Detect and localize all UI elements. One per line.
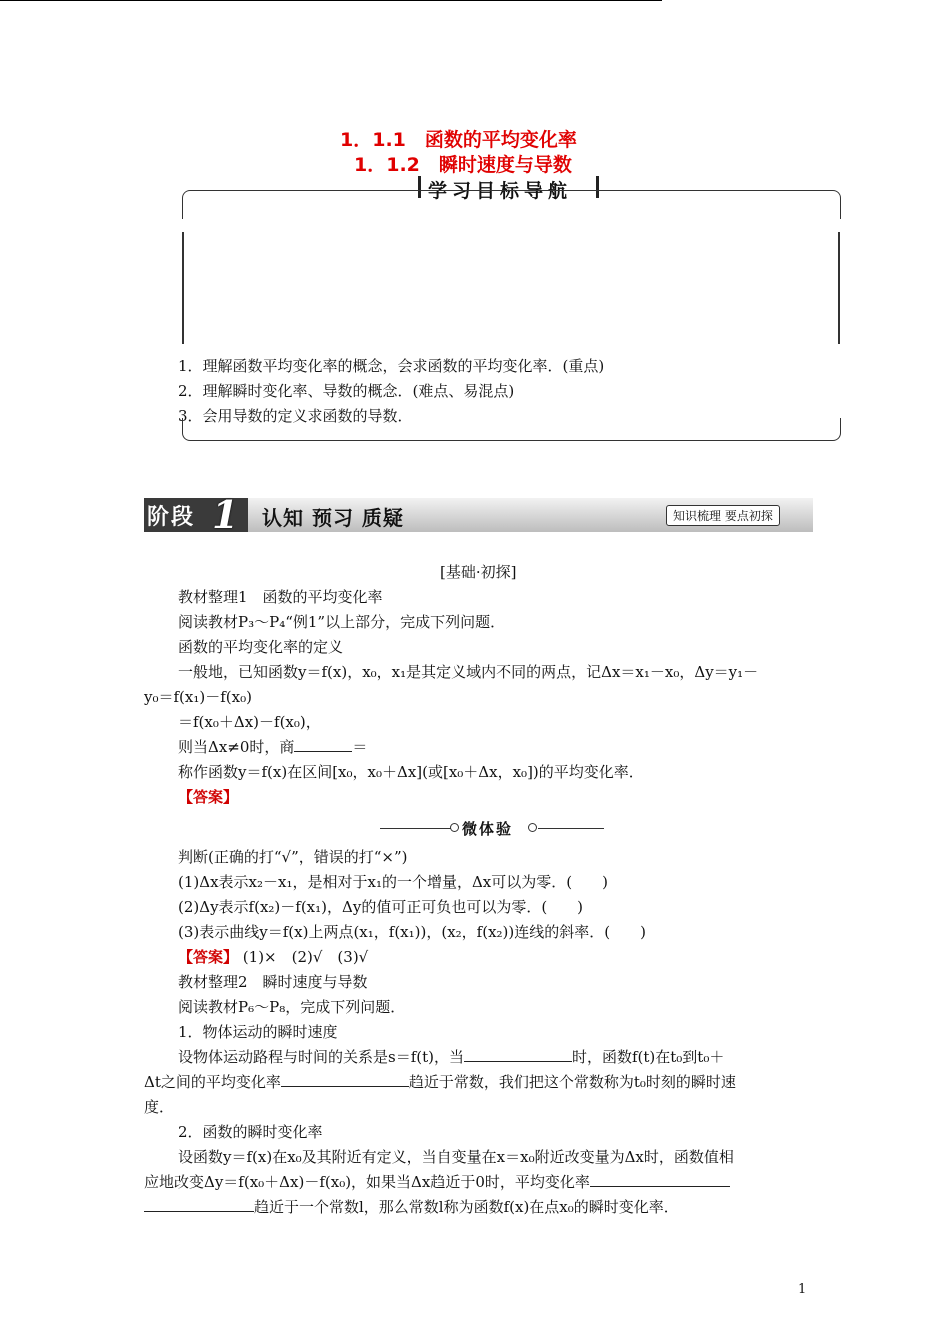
judge-answer-label: 【答案】 xyxy=(178,948,239,966)
answer-blank xyxy=(464,1047,572,1062)
answer-blank xyxy=(144,1197,254,1212)
section2-para2-b: 趋近于常数，我们把这个常数称为t₀时刻的瞬时速 xyxy=(408,1073,736,1091)
micro-rule-right xyxy=(538,828,604,829)
answer-label: 【答案】 xyxy=(178,788,239,806)
lesson-title-2: 1．1.2 瞬时速度与导数 xyxy=(354,154,572,176)
answer-blank xyxy=(281,1072,409,1087)
section1-read: 阅读教材P₃～P₄“例1”以上部分，完成下列问题． xyxy=(178,613,506,631)
section2-para5 xyxy=(144,1172,730,1192)
judge-intro: 判断(正确的打“√”，错误的打“×”) xyxy=(178,848,408,866)
micro-dot-left xyxy=(450,823,459,832)
judge-answer-text: (1)× (2)√ (3)√ xyxy=(242,948,369,966)
section-tag: [基础·初探] xyxy=(440,563,517,581)
judge-q2: (2)Δy表示f(x₂)－f(x₁)，Δy的值可正可负也可以为零．( ) xyxy=(178,898,584,916)
section2-para1-a: 设物体运动路程与时间的关系是s＝f(t)，当 xyxy=(178,1048,464,1066)
judge-q3: (3)表示曲线y＝f(x)上两点(x₁，f(x₁))，(x₂，f(x₂))连线的斜率．( ) xyxy=(178,923,646,941)
definition-line-5: 称作函数y＝f(x)在区间[x₀，x₀＋Δx](或[x₀＋Δx，x₀])的平均变化率． xyxy=(178,763,644,781)
judge-q1: (1)Δx表示x₂－x₁，是相对于x₁的一个增量，Δx可以为零．( ) xyxy=(178,873,608,891)
answer-blank xyxy=(294,737,352,752)
definition-line-3: ＝f(x₀＋Δx)－f(x₀)， xyxy=(178,713,321,731)
section1-heading: 教材整理1 函数的平均变化率 xyxy=(178,588,383,606)
section2-para3: 度． xyxy=(144,1098,175,1116)
section2-para1 xyxy=(178,1047,724,1067)
section2-para4: 设函数y＝f(x)在x₀及其附近有定义，当自变量在x＝x₀附近改变量为Δx时，函数值相 xyxy=(178,1148,734,1166)
objective-1: 1．理解函数平均变化率的概念，会求函数的平均变化率．(重点) xyxy=(178,357,605,375)
judge-answer xyxy=(178,947,368,967)
definition-line-1: 一般地，已知函数y＝f(x)，x₀，x₁是其定义域内不同的两点，记Δx＝x₁－x₀，Δy＝y₁－ xyxy=(178,663,759,681)
section2-sub2: 2．函数的瞬时变化率 xyxy=(178,1123,323,1141)
objective-2: 2．理解瞬时变化率、导数的概念．(难点、易混点) xyxy=(178,382,515,400)
micro-dot-right xyxy=(528,823,537,832)
section2-para5-text: 应地改变Δy＝f(x₀＋Δx)－f(x₀)，如果当Δx趋近于0时，平均变化率 xyxy=(144,1173,590,1191)
goals-box-top xyxy=(182,190,841,219)
section2-sub1: 1．物体运动的瞬时速度 xyxy=(178,1023,338,1041)
section2-para1-b: 时，函数f(t)在t₀到t₀＋ xyxy=(571,1048,725,1066)
definition-title: 函数的平均变化率的定义 xyxy=(178,638,344,656)
section2-para6-text: 趋近于一个常数l，那么常数l称为函数f(x)在点x₀的瞬时变化率． xyxy=(254,1198,679,1216)
definition-line-4 xyxy=(178,737,367,757)
section2-para2-a: Δt之间的平均变化率 xyxy=(144,1073,281,1091)
micro-rule-left xyxy=(380,828,452,829)
stage-number: 1 xyxy=(212,492,239,537)
section2-heading: 教材整理2 瞬时速度与导数 xyxy=(178,973,368,991)
learning-goals-title: 学习目标导航 xyxy=(428,180,573,202)
objective-3: 3．会用导数的定义求函数的导数． xyxy=(178,407,413,425)
micro-experience-title: 微体验 xyxy=(462,820,514,838)
header-rule xyxy=(0,0,662,1)
stage-tag: 知识梳理 要点初探 xyxy=(666,505,780,526)
page-number: 1 xyxy=(798,1282,807,1297)
definition-line-2: y₀＝f(x₁)－f(x₀) xyxy=(144,688,252,706)
definition-line-4-text: 则当Δx≠0时，商 xyxy=(178,738,295,756)
section2-para6 xyxy=(144,1197,679,1217)
goals-box-bottom xyxy=(182,418,841,441)
goals-box-right xyxy=(838,232,840,344)
answer-blank xyxy=(590,1172,730,1187)
lesson-title-1: 1．1.1 函数的平均变化率 xyxy=(340,129,577,151)
stage-label: 阶段 xyxy=(147,505,196,530)
stage-subtitle: 认知 预习 质疑 xyxy=(262,506,404,530)
section2-para2 xyxy=(144,1072,736,1092)
goals-box-left xyxy=(182,232,184,344)
definition-line-4-equals: ＝ xyxy=(352,738,368,756)
section2-read: 阅读教材P₆～P₈，完成下列问题． xyxy=(178,998,406,1016)
